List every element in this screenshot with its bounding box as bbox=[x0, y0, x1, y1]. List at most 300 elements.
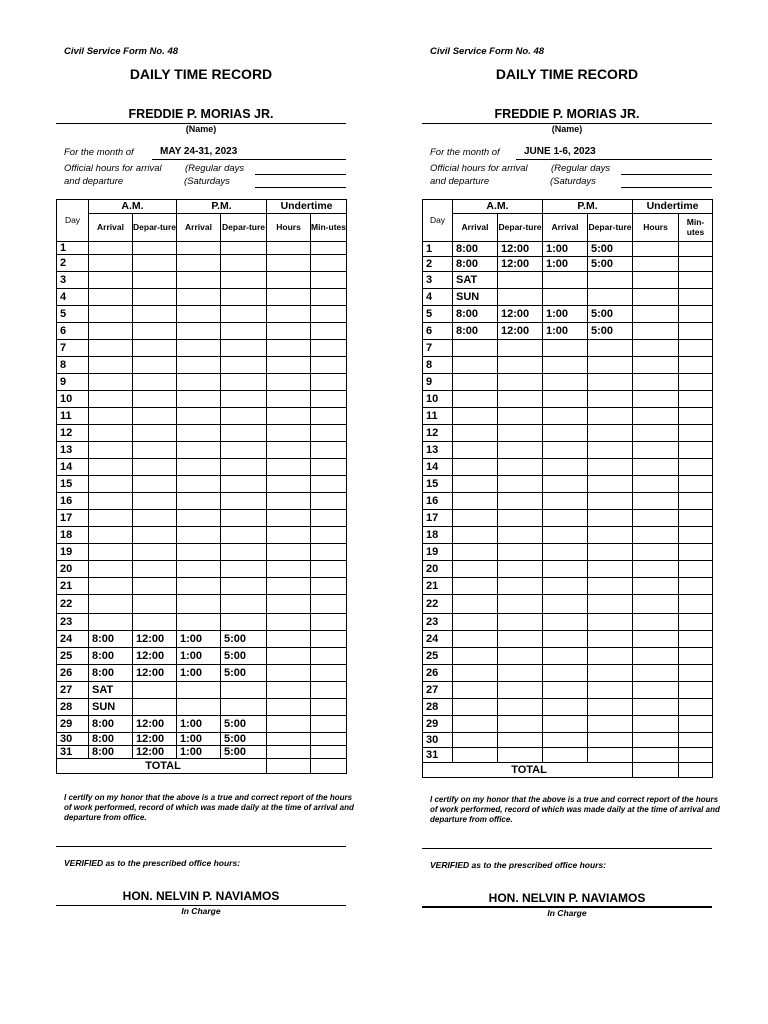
day-row bbox=[423, 340, 713, 357]
separator-line bbox=[56, 846, 346, 847]
pm-departure-cell: 5:00 bbox=[221, 665, 267, 682]
day-row bbox=[423, 733, 713, 748]
undertime-hours-cell bbox=[633, 648, 679, 665]
am-arrival-cell bbox=[453, 544, 498, 561]
pm-departure-cell bbox=[221, 544, 267, 561]
am-arrival-cell bbox=[89, 442, 133, 459]
undertime-minutes-cell bbox=[311, 391, 347, 408]
pm-arrival-cell bbox=[177, 391, 221, 408]
day-row bbox=[57, 476, 347, 493]
undertime-hours-cell bbox=[267, 733, 311, 746]
pm-departure-cell: 5:00 bbox=[221, 631, 267, 648]
day-number: 13 bbox=[57, 442, 89, 459]
day-number: 21 bbox=[57, 578, 89, 595]
pm-arrival-cell bbox=[543, 374, 588, 391]
day-row bbox=[57, 682, 347, 699]
pm-arrival-cell bbox=[543, 527, 588, 544]
pm-arrival-cell bbox=[177, 323, 221, 340]
am-departure-cell bbox=[498, 716, 543, 733]
pm-arrival-cell bbox=[177, 272, 221, 289]
undertime-minutes-header: Min-utes bbox=[311, 214, 347, 242]
saturdays-line bbox=[255, 187, 346, 188]
am-departure-cell bbox=[498, 425, 543, 442]
day-number: 23 bbox=[423, 614, 453, 631]
undertime-hours-cell bbox=[633, 408, 679, 425]
day-header: Day bbox=[57, 200, 89, 242]
pm-arrival-cell bbox=[177, 289, 221, 306]
undertime-minutes-cell bbox=[311, 716, 347, 733]
am-departure-cell bbox=[133, 391, 177, 408]
am-arrival-cell bbox=[89, 272, 133, 289]
undertime-minutes-cell bbox=[679, 257, 713, 272]
undertime-minutes-cell bbox=[679, 631, 713, 648]
pm-departure-cell bbox=[588, 716, 633, 733]
am-arrival-cell: 8:00 bbox=[89, 631, 133, 648]
month-label: For the month of bbox=[430, 147, 500, 158]
day-row bbox=[57, 578, 347, 595]
in-charge-label: In Charge bbox=[547, 908, 587, 918]
pm-arrival-cell bbox=[177, 527, 221, 544]
am-departure-cell bbox=[498, 493, 543, 510]
pm-arrival-cell bbox=[543, 289, 588, 306]
day-number: 19 bbox=[423, 544, 453, 561]
undertime-minutes-cell bbox=[679, 544, 713, 561]
day-row bbox=[57, 648, 347, 665]
pm-arrival-cell bbox=[177, 699, 221, 716]
am-departure-cell bbox=[498, 682, 543, 699]
day-number: 16 bbox=[57, 493, 89, 510]
am-arrival-cell bbox=[453, 682, 498, 699]
undertime-hours-cell bbox=[633, 257, 679, 272]
pm-departure-cell bbox=[588, 510, 633, 527]
undertime-hours-cell bbox=[267, 746, 311, 759]
day-number: 25 bbox=[57, 648, 89, 665]
day-row bbox=[423, 272, 713, 289]
am-arrival-cell bbox=[453, 648, 498, 665]
am-arrival-cell bbox=[89, 614, 133, 631]
am-arrival-cell bbox=[453, 391, 498, 408]
undertime-hours-cell bbox=[267, 578, 311, 595]
undertime-hours-cell bbox=[267, 323, 311, 340]
certification-text: I certify on my honor that the above is a true and correct report of the hours of work performed, record of which was made daily at the time of arrival and departure from office. bbox=[64, 793, 354, 822]
day-row bbox=[423, 748, 713, 763]
pm-departure-cell bbox=[588, 682, 633, 699]
am-arrival-cell: SUN bbox=[453, 289, 498, 306]
employee-name: FREDDIE P. MORIAS JR. bbox=[128, 107, 274, 121]
day-row bbox=[423, 257, 713, 272]
day-row bbox=[423, 595, 713, 614]
am-departure-cell bbox=[133, 357, 177, 374]
total-hours-cell bbox=[267, 759, 311, 774]
undertime-minutes-cell bbox=[311, 544, 347, 561]
undertime-minutes-cell bbox=[679, 459, 713, 476]
am-departure-cell bbox=[133, 425, 177, 442]
undertime-hours-cell bbox=[633, 510, 679, 527]
undertime-hours-cell bbox=[633, 391, 679, 408]
undertime-minutes-cell bbox=[311, 408, 347, 425]
undertime-minutes-cell bbox=[311, 374, 347, 391]
form-number: Civil Service Form No. 48 bbox=[64, 46, 179, 57]
undertime-minutes-cell bbox=[679, 716, 713, 733]
undertime-header: Undertime bbox=[267, 200, 347, 214]
am-departure-cell bbox=[498, 733, 543, 748]
undertime-minutes-cell bbox=[311, 242, 347, 255]
am-departure-cell bbox=[133, 682, 177, 699]
undertime-minutes-cell bbox=[311, 746, 347, 759]
undertime-hours-cell bbox=[633, 357, 679, 374]
pm-arrival-cell bbox=[177, 578, 221, 595]
pm-arrival-cell: 1:00 bbox=[177, 665, 221, 682]
pm-arrival-cell bbox=[543, 631, 588, 648]
day-row bbox=[57, 408, 347, 425]
am-arrival-cell bbox=[453, 716, 498, 733]
am-arrival-cell bbox=[453, 493, 498, 510]
day-row bbox=[57, 391, 347, 408]
day-number: 24 bbox=[423, 631, 453, 648]
day-number: 7 bbox=[57, 340, 89, 357]
day-row bbox=[57, 561, 347, 578]
pm-header: P.M. bbox=[543, 200, 633, 214]
day-row bbox=[57, 614, 347, 631]
undertime-minutes-cell bbox=[679, 561, 713, 578]
day-number: 11 bbox=[57, 408, 89, 425]
day-row bbox=[57, 306, 347, 323]
day-row bbox=[57, 544, 347, 561]
am-departure-cell bbox=[498, 510, 543, 527]
undertime-hours-cell bbox=[267, 242, 311, 255]
am-departure-cell: 12:00 bbox=[498, 306, 543, 323]
pm-departure-cell bbox=[221, 476, 267, 493]
total-row bbox=[57, 759, 347, 774]
day-number: 4 bbox=[57, 289, 89, 306]
undertime-minutes-cell bbox=[679, 527, 713, 544]
am-arrival-cell bbox=[89, 289, 133, 306]
undertime-hours-cell bbox=[267, 476, 311, 493]
pm-departure-cell bbox=[588, 357, 633, 374]
day-number: 16 bbox=[423, 493, 453, 510]
am-departure-cell bbox=[498, 357, 543, 374]
pm-arrival-cell bbox=[543, 578, 588, 595]
day-row bbox=[423, 682, 713, 699]
am-departure-cell: 12:00 bbox=[133, 648, 177, 665]
day-number: 6 bbox=[57, 323, 89, 340]
day-row bbox=[57, 595, 347, 614]
official-hours-label: Official hours for arrival bbox=[430, 163, 528, 174]
pm-arrival-cell bbox=[543, 614, 588, 631]
day-number: 21 bbox=[423, 578, 453, 595]
undertime-hours-cell bbox=[633, 527, 679, 544]
day-row bbox=[423, 510, 713, 527]
day-number: 28 bbox=[423, 699, 453, 716]
pm-arrival-cell bbox=[177, 561, 221, 578]
month-underline bbox=[516, 159, 712, 160]
pm-departure-cell bbox=[221, 699, 267, 716]
undertime-minutes-cell bbox=[311, 357, 347, 374]
am-arrival-cell bbox=[89, 459, 133, 476]
day-row bbox=[423, 578, 713, 595]
am-arrival-cell bbox=[453, 476, 498, 493]
pm-arrival-cell bbox=[543, 699, 588, 716]
day-row bbox=[57, 272, 347, 289]
am-arrival-cell: 8:00 bbox=[453, 242, 498, 257]
pm-arrival-cell: 1:00 bbox=[177, 648, 221, 665]
am-arrival-cell bbox=[89, 493, 133, 510]
pm-departure-cell bbox=[221, 442, 267, 459]
undertime-hours-cell bbox=[267, 408, 311, 425]
am-departure-cell: 12:00 bbox=[498, 242, 543, 257]
pm-departure-cell bbox=[588, 733, 633, 748]
undertime-hours-cell bbox=[267, 272, 311, 289]
day-row bbox=[423, 374, 713, 391]
undertime-minutes-cell bbox=[311, 510, 347, 527]
am-arrival-cell bbox=[453, 340, 498, 357]
undertime-minutes-header: Min-utes bbox=[679, 214, 713, 242]
am-arrival-cell bbox=[453, 527, 498, 544]
undertime-minutes-cell bbox=[311, 459, 347, 476]
undertime-minutes-cell bbox=[311, 631, 347, 648]
day-number: 5 bbox=[423, 306, 453, 323]
undertime-minutes-cell bbox=[679, 272, 713, 289]
am-arrival-cell bbox=[453, 595, 498, 614]
pm-departure-header: Depar-ture bbox=[221, 214, 267, 242]
am-header: A.M. bbox=[453, 200, 543, 214]
day-row bbox=[423, 544, 713, 561]
am-departure-cell bbox=[133, 272, 177, 289]
am-arrival-cell bbox=[453, 374, 498, 391]
am-arrival-cell bbox=[453, 631, 498, 648]
day-number: 22 bbox=[57, 595, 89, 614]
undertime-minutes-cell bbox=[679, 510, 713, 527]
am-arrival-cell: 8:00 bbox=[89, 648, 133, 665]
am-arrival-cell bbox=[453, 733, 498, 748]
in-charge-label: In Charge bbox=[181, 906, 221, 916]
pm-arrival-cell bbox=[543, 716, 588, 733]
pm-arrival-cell bbox=[543, 442, 588, 459]
am-departure-cell bbox=[498, 631, 543, 648]
undertime-minutes-cell bbox=[311, 272, 347, 289]
am-departure-cell bbox=[133, 408, 177, 425]
pm-arrival-cell bbox=[543, 733, 588, 748]
day-number: 30 bbox=[57, 733, 89, 746]
am-arrival-cell bbox=[453, 357, 498, 374]
pm-departure-cell bbox=[588, 476, 633, 493]
day-row bbox=[423, 665, 713, 682]
pm-arrival-cell bbox=[177, 374, 221, 391]
undertime-minutes-cell bbox=[679, 748, 713, 763]
pm-departure-cell bbox=[588, 374, 633, 391]
undertime-minutes-cell bbox=[679, 493, 713, 510]
day-number: 27 bbox=[57, 682, 89, 699]
official-hours-label-2: and departure bbox=[430, 176, 490, 187]
form-title: DAILY TIME RECORD bbox=[495, 66, 639, 82]
month-label: For the month of bbox=[64, 147, 134, 158]
am-departure-cell bbox=[133, 476, 177, 493]
day-row bbox=[423, 493, 713, 510]
undertime-hours-cell bbox=[633, 425, 679, 442]
am-departure-cell bbox=[498, 614, 543, 631]
pm-departure-cell bbox=[588, 391, 633, 408]
pm-departure-cell bbox=[221, 578, 267, 595]
undertime-hours-cell bbox=[267, 493, 311, 510]
time-record-table bbox=[422, 199, 713, 778]
am-departure-cell bbox=[133, 242, 177, 255]
pm-arrival-cell: 1:00 bbox=[543, 323, 588, 340]
pm-departure-cell: 5:00 bbox=[588, 242, 633, 257]
am-departure-cell bbox=[498, 289, 543, 306]
day-row bbox=[57, 357, 347, 374]
pm-departure-cell bbox=[588, 289, 633, 306]
day-number: 11 bbox=[423, 408, 453, 425]
pm-departure-cell bbox=[221, 272, 267, 289]
am-arrival-cell: 8:00 bbox=[89, 733, 133, 746]
undertime-hours-cell bbox=[633, 459, 679, 476]
pm-arrival-cell bbox=[543, 561, 588, 578]
total-label: TOTAL bbox=[423, 763, 633, 778]
regular-days-line bbox=[621, 174, 712, 175]
am-arrival-cell bbox=[453, 578, 498, 595]
undertime-minutes-cell bbox=[311, 682, 347, 699]
am-departure-cell bbox=[133, 255, 177, 272]
am-departure-cell bbox=[133, 510, 177, 527]
undertime-hours-cell bbox=[267, 716, 311, 733]
am-arrival-cell bbox=[89, 306, 133, 323]
pm-departure-cell bbox=[221, 561, 267, 578]
undertime-minutes-cell bbox=[311, 648, 347, 665]
undertime-hours-cell bbox=[267, 510, 311, 527]
day-row bbox=[423, 442, 713, 459]
day-row bbox=[423, 391, 713, 408]
undertime-minutes-cell bbox=[679, 408, 713, 425]
am-departure-cell bbox=[498, 340, 543, 357]
am-departure-cell bbox=[133, 544, 177, 561]
am-departure-cell: 12:00 bbox=[498, 257, 543, 272]
saturdays-line bbox=[621, 187, 712, 188]
undertime-minutes-cell bbox=[679, 425, 713, 442]
undertime-minutes-cell bbox=[311, 442, 347, 459]
day-row bbox=[57, 289, 347, 306]
undertime-minutes-cell bbox=[311, 476, 347, 493]
day-row bbox=[423, 716, 713, 733]
undertime-hours-cell bbox=[267, 527, 311, 544]
day-header: Day bbox=[423, 200, 453, 242]
undertime-hours-cell bbox=[633, 631, 679, 648]
pm-arrival-cell bbox=[177, 408, 221, 425]
day-row bbox=[423, 527, 713, 544]
undertime-hours-cell bbox=[267, 306, 311, 323]
undertime-hours-cell bbox=[267, 631, 311, 648]
pm-departure-header: Depar-ture bbox=[588, 214, 633, 242]
pm-arrival-cell bbox=[177, 442, 221, 459]
pm-departure-cell bbox=[588, 408, 633, 425]
undertime-hours-cell bbox=[267, 391, 311, 408]
pm-arrival-cell bbox=[177, 476, 221, 493]
undertime-hours-cell bbox=[633, 442, 679, 459]
undertime-minutes-cell bbox=[679, 578, 713, 595]
am-arrival-cell: 8:00 bbox=[453, 257, 498, 272]
undertime-minutes-cell bbox=[679, 442, 713, 459]
am-arrival-cell: 8:00 bbox=[453, 323, 498, 340]
am-arrival-cell bbox=[453, 699, 498, 716]
am-departure-cell bbox=[133, 493, 177, 510]
undertime-hours-cell bbox=[633, 699, 679, 716]
am-departure-cell bbox=[133, 561, 177, 578]
pm-departure-cell bbox=[588, 340, 633, 357]
pm-arrival-header: Arrival bbox=[543, 214, 588, 242]
undertime-hours-cell bbox=[633, 748, 679, 763]
day-row bbox=[57, 716, 347, 733]
undertime-hours-cell bbox=[633, 476, 679, 493]
day-number: 9 bbox=[423, 374, 453, 391]
time-record-table bbox=[56, 199, 347, 774]
pm-arrival-cell bbox=[543, 459, 588, 476]
undertime-hours-cell bbox=[633, 682, 679, 699]
pm-arrival-cell bbox=[177, 357, 221, 374]
day-row bbox=[423, 357, 713, 374]
day-row bbox=[423, 561, 713, 578]
am-arrival-cell bbox=[453, 561, 498, 578]
name-label: (Name) bbox=[551, 124, 583, 134]
undertime-hours-cell bbox=[633, 374, 679, 391]
day-number: 18 bbox=[57, 527, 89, 544]
pm-departure-cell bbox=[588, 648, 633, 665]
day-number: 17 bbox=[423, 510, 453, 527]
regular-days-label: (Regular days bbox=[551, 163, 611, 174]
day-number: 2 bbox=[57, 255, 89, 272]
pm-departure-cell bbox=[221, 391, 267, 408]
undertime-hours-cell bbox=[267, 459, 311, 476]
pm-departure-cell bbox=[221, 340, 267, 357]
signer-name: HON. NELVIN P. NAVIAMOS bbox=[488, 891, 646, 905]
am-departure-cell bbox=[498, 748, 543, 763]
day-row bbox=[57, 493, 347, 510]
am-arrival-cell bbox=[89, 242, 133, 255]
am-arrival-cell bbox=[453, 425, 498, 442]
form-title: DAILY TIME RECORD bbox=[129, 66, 273, 82]
pm-departure-cell bbox=[588, 272, 633, 289]
pm-departure-cell bbox=[221, 595, 267, 614]
undertime-header: Undertime bbox=[633, 200, 713, 214]
day-row bbox=[57, 374, 347, 391]
am-arrival-cell: 8:00 bbox=[89, 665, 133, 682]
day-row bbox=[57, 323, 347, 340]
day-row bbox=[423, 476, 713, 493]
day-number: 23 bbox=[57, 614, 89, 631]
pm-departure-cell bbox=[588, 527, 633, 544]
day-row bbox=[57, 242, 347, 255]
saturdays-label: (Saturdays bbox=[550, 176, 596, 187]
am-arrival-cell: SAT bbox=[453, 272, 498, 289]
day-number: 29 bbox=[423, 716, 453, 733]
am-arrival-cell bbox=[453, 510, 498, 527]
day-number: 22 bbox=[423, 595, 453, 614]
undertime-minutes-cell bbox=[311, 323, 347, 340]
saturdays-label: (Saturdays bbox=[184, 176, 230, 187]
undertime-minutes-cell bbox=[679, 374, 713, 391]
total-row bbox=[423, 763, 713, 778]
official-hours-label-2: and departure bbox=[64, 176, 124, 187]
day-row bbox=[423, 459, 713, 476]
pm-departure-cell bbox=[221, 527, 267, 544]
pm-arrival-cell bbox=[543, 544, 588, 561]
am-departure-cell bbox=[498, 595, 543, 614]
pm-departure-cell bbox=[221, 374, 267, 391]
pm-departure-cell bbox=[588, 544, 633, 561]
day-number: 14 bbox=[423, 459, 453, 476]
am-arrival-cell: SUN bbox=[89, 699, 133, 716]
pm-arrival-cell bbox=[543, 391, 588, 408]
day-number: 14 bbox=[57, 459, 89, 476]
day-row bbox=[423, 631, 713, 648]
